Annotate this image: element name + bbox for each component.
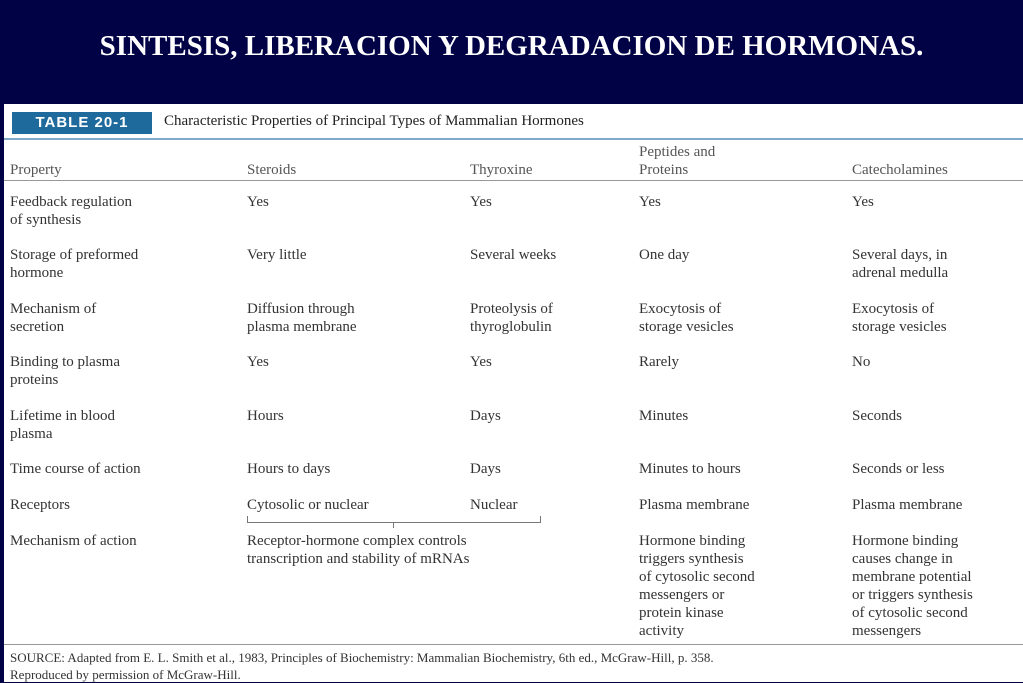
table-cell: Exocytosis of storage vesicles bbox=[639, 301, 734, 335]
table-cell: Seconds bbox=[852, 408, 902, 424]
grouping-bracket-tick bbox=[393, 522, 394, 528]
grouping-bracket bbox=[247, 516, 541, 523]
table-cell: Very little bbox=[247, 247, 307, 263]
table-cell: Nuclear bbox=[470, 497, 518, 513]
header-rule bbox=[4, 180, 1023, 181]
table-cell: Exocytosis of storage vesicles bbox=[852, 301, 947, 335]
table-row-label: Storage of preformed hormone bbox=[10, 247, 139, 281]
source-note: SOURCE: Adapted from E. L. Smith et al., 1983, Principles of Biochemistry: Mammalian Biochemistry, 6th ed., McGraw-Hill, p. 358. Reproduced by permission of McGraw-Hill. bbox=[10, 650, 714, 682]
table-cell: Proteolysis of thyroglobulin bbox=[470, 301, 553, 335]
table-row-label: Binding to plasma proteins bbox=[10, 354, 120, 388]
table-cell: Several weeks bbox=[470, 247, 557, 263]
table-cell: No bbox=[852, 354, 871, 370]
title-banner bbox=[0, 0, 1023, 100]
table-cell: Receptor-hormone complex controls transcription and stability of mRNAs bbox=[247, 533, 470, 567]
header-thyroxine: Thyroxine bbox=[470, 162, 533, 178]
table-cell: Yes bbox=[470, 194, 492, 210]
table-cell: Cytosolic or nuclear bbox=[247, 497, 369, 513]
table-cell: One day bbox=[639, 247, 690, 263]
top-rule bbox=[4, 138, 1023, 140]
table-cell: Days bbox=[470, 461, 501, 477]
table-cell: Days bbox=[470, 408, 501, 424]
table-caption: Characteristic Properties of Principal Types of Mammalian Hormones bbox=[164, 113, 584, 129]
table-cell: Seconds or less bbox=[852, 461, 945, 477]
table-row-label: Lifetime in blood plasma bbox=[10, 408, 115, 442]
table-cell: Hours bbox=[247, 408, 284, 424]
table-number-tag: TABLE 20-1 bbox=[12, 112, 152, 134]
table-cell: Plasma membrane bbox=[639, 497, 750, 513]
table-cell: Minutes to hours bbox=[639, 461, 741, 477]
table-cell: Diffusion through plasma membrane bbox=[247, 301, 357, 335]
table-cell: Plasma membrane bbox=[852, 497, 963, 513]
table-cell: Yes bbox=[247, 194, 269, 210]
table-cell: Hormone binding causes change in membrane potential or triggers synthesis of cytosolic second messengers bbox=[852, 533, 973, 639]
table-row-label: Feedback regulation of synthesis bbox=[10, 194, 133, 228]
bottom-rule bbox=[4, 644, 1023, 645]
table-cell: Hours to days bbox=[247, 461, 331, 477]
table-row-label: Time course of action bbox=[10, 461, 141, 477]
header-peptides: Peptides and Proteins bbox=[639, 144, 716, 178]
table-cell: Hormone binding triggers synthesis of cytosolic second messengers or protein kinase activity bbox=[639, 533, 755, 639]
slide-title: SINTESIS, LIBERACION Y DEGRADACION DE HORMONAS. bbox=[99, 30, 924, 62]
header-property: Property bbox=[10, 162, 62, 178]
table-sheet bbox=[4, 104, 1023, 682]
table-cell: Yes bbox=[247, 354, 269, 370]
header-catecholamines: Catecholamines bbox=[852, 162, 948, 178]
table-cell: Yes bbox=[639, 194, 661, 210]
table-row-label: Mechanism of secretion bbox=[10, 301, 97, 335]
table-cell: Minutes bbox=[639, 408, 689, 424]
table-row-label: Mechanism of action bbox=[10, 533, 137, 549]
table-row-label: Receptors bbox=[10, 497, 70, 513]
table-cell: Yes bbox=[470, 354, 492, 370]
table-cell: Rarely bbox=[639, 354, 679, 370]
table-cell: Yes bbox=[852, 194, 874, 210]
header-steroids: Steroids bbox=[247, 162, 297, 178]
table-cell: Several days, in adrenal medulla bbox=[852, 247, 949, 281]
